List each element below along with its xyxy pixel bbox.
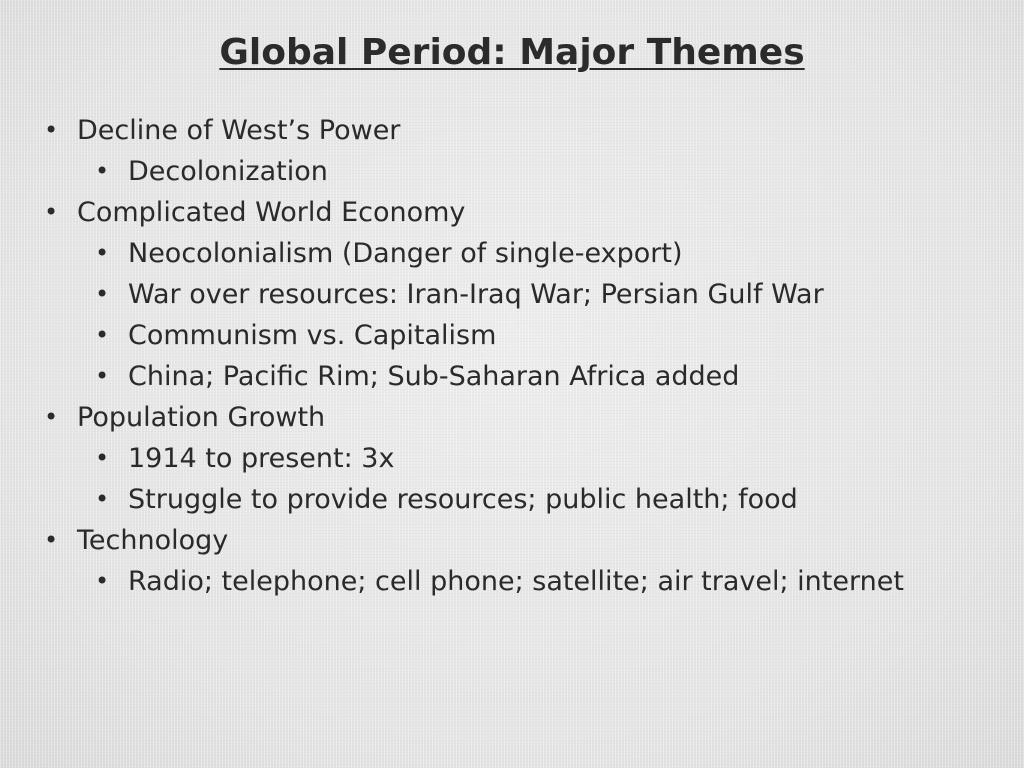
bullet-item: • Population Growth <box>40 397 1000 438</box>
slide-title-text: Global Period: Major Themes <box>219 32 805 73</box>
slide-title <box>0 30 1024 76</box>
sub-bullet-item: • Neocolonialism (Danger of single-export) <box>40 233 1000 274</box>
sub-bullet-item: • Communism vs. Capitalism <box>40 315 1000 356</box>
sub-bullet-item: • China; Pacific Rim; Sub-Saharan Africa added <box>40 356 1000 397</box>
sub-bullet-item: • Decolonization <box>40 151 1000 192</box>
bullet-item: • Technology <box>40 520 1000 561</box>
sub-bullet-item: • Radio; telephone; cell phone; satellite; air travel; internet <box>40 561 1000 602</box>
bullet-item: • Decline of West’s Power <box>40 110 1000 151</box>
bullet-item: • Complicated World Economy <box>40 192 1000 233</box>
bullet-list <box>40 110 1000 602</box>
sub-bullet-item: • 1914 to present: 3x <box>40 438 1000 479</box>
sub-bullet-item: • Struggle to provide resources; public health; food <box>40 479 1000 520</box>
sub-bullet-item: • War over resources: Iran-Iraq War; Persian Gulf War <box>40 274 1000 315</box>
